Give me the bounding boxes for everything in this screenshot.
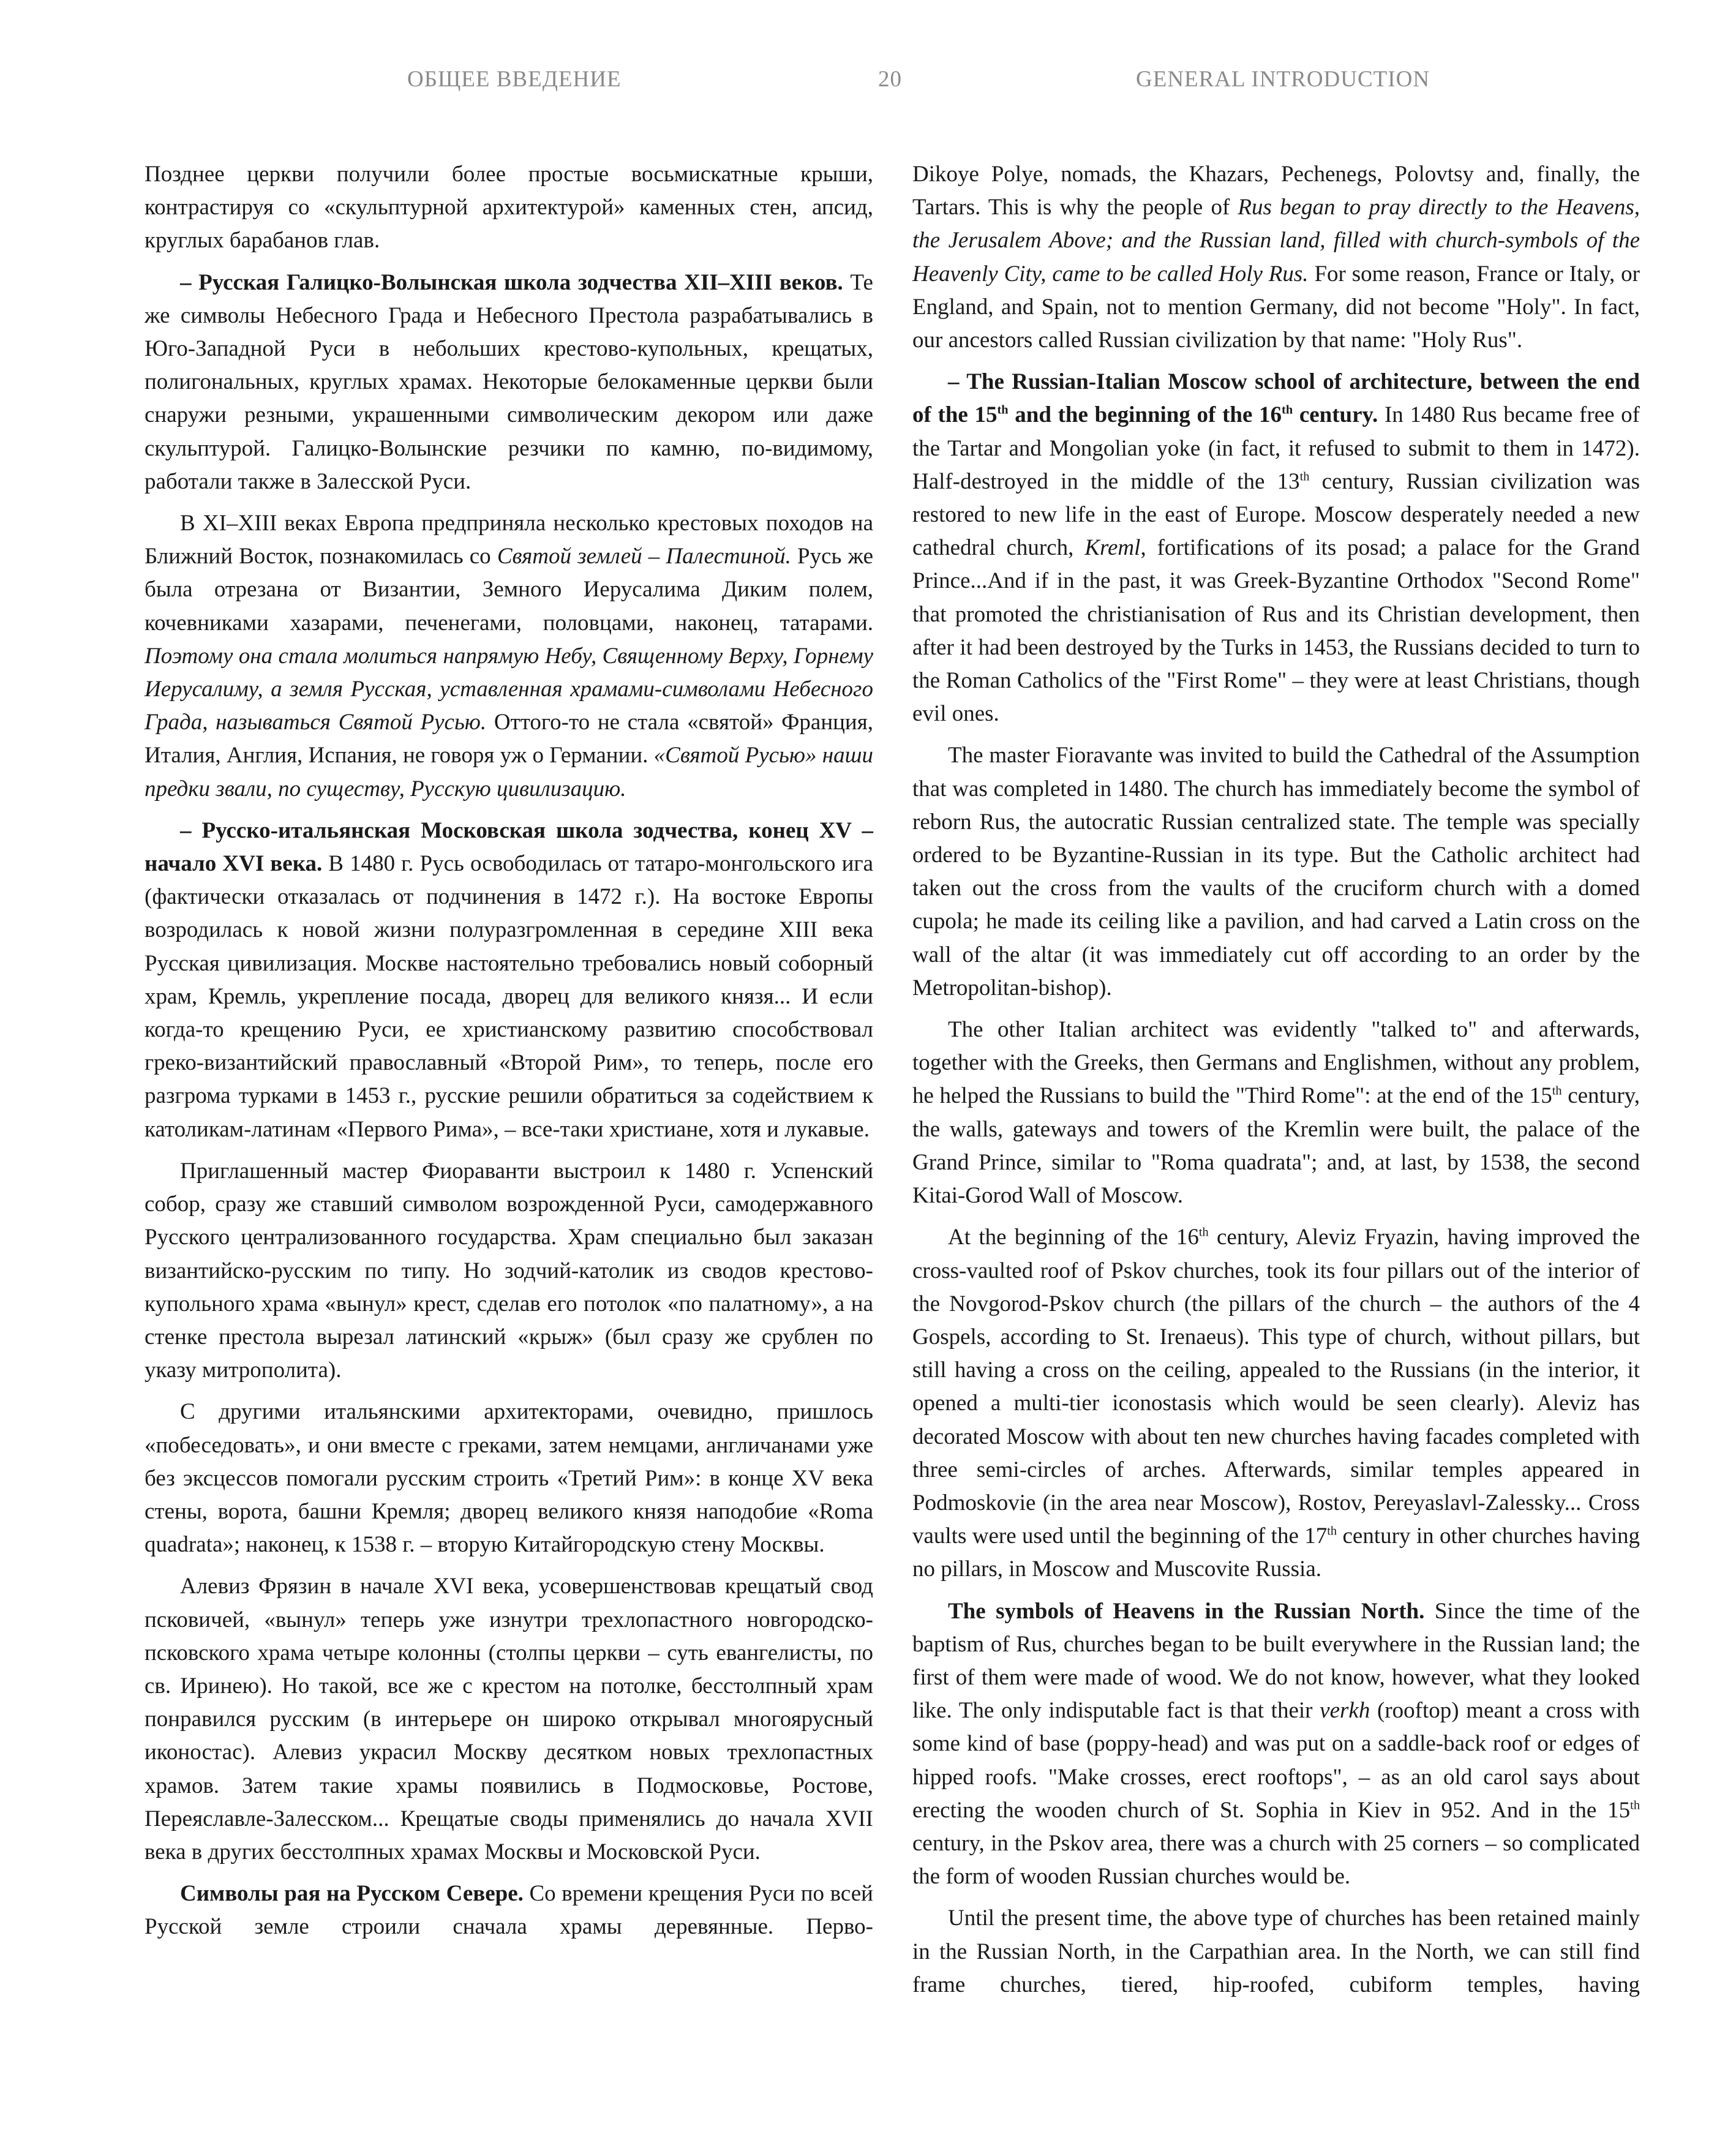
english-text-column [912, 158, 1640, 2010]
paragraph: The other Italian architect was evidently "talked to" and afterwards, together with the Greeks, then Germans and Englishmen, without any problem, he helped the Russians to build the "Third Rome": at the end of the 15th century, the walls, gateways and towers of the Kremlin were built, the palace of the Grand Prince, similar to "Roma quadrata"; and, at last, by 1538, the second Kitai-Gorod Wall of Moscow. [912, 1017, 1640, 1209]
russian-text-column [145, 158, 873, 1953]
paragraph: Приглашенный мастер Фиораванти выстроил к 1480 г. Успенский собор, сразу же ставший символом возрожденной Руси, самодержавного Русского централизованного государства. Храм специально был заказан византийско-русским по типу. Но зодчий-католик из сводов крестово-купольного храма «вынул» крест, сделав его потолок «по палатному», а на стенке престола вырезал латинский «крыж» (был сразу же срублен по указу митрополита). [145, 1158, 873, 1383]
paragraph: Алевиз Фрязин в начале XVI века, усовершенствовав крещатый свод псковичей, «вынул» теперь уже изнутри трехлопастного новгородско-псковского храма четыре колонны (столпы церкви – суть евангелисты, по св. Иринею). Но такой, все же с крестом на потолке, бесстолпный храм понравился русским (в интерьере он широко открывал многоярусный иконостас). Алевиз украсил Москву десятком новых трехлопастных храмов. Затем такие храмы появились в Подмосковье, Ростове, Переяславле-Залесском... Крещатые своды применялись до начала XVII века в других бесстолпных храмах Москвы и Московской Руси. [145, 1574, 873, 1864]
paragraph: – The Russian-Italian Moscow school of architecture, between the end of the 15th and the beginning of the 16th century. In 1480 Rus became free of the Tartar and Mongolian yoke (in fact, it refused to submit to them in 1472). Half-destroyed in the middle of the 13th century, Russian civilization was restored to new life in the east of Europe. Moscow desperately needed a new cathedral church, Kreml, fortifications of its posad; a palace for the Grand Prince...And if in the past, it was Greek-Byzantine Orthodox "Second Rome" that promoted the christianisation of Rus and its Christian development, then after it had been destroyed by the Turks in 1453, the Russians decided to turn to the Roman Catholics of the "First Rome" – they were at least Christians, though evil ones. [912, 369, 1640, 727]
paragraph: – Русская Галицко-Волынская школа зодчества XII–XIII веков. Те же символы Небесного Града и Небесного Престола разрабатывались в Юго-Западной Руси в небольших крестово-купольных, крещатых, полигональных, круглых храмах. Некоторые белокаменные церкви были снаружи резными, украшенными символическим декором или даже скульптурой. Галицко-Волынские резчики по камню, по-видимому, работали также в Залесской Руси. [145, 269, 873, 494]
paragraph: Dikoye Polye, nomads, the Khazars, Pechenegs, Polovtsy and, finally, the Tartars. This is why the people of Rus began to pray directly to the Heavens, the Jerusalem Above; and the Russian land, filled with church-symbols of the Heavenly City, came to be called Holy Rus. For some reason, France or Italy, or England, and Spain, not to mention Germany, did not become "Holy". In fact, our ancestors called Russian civilization by that name: "Holy Rus". [912, 162, 1640, 353]
running-head-english: GENERAL INTRODUCTION [1136, 67, 1430, 92]
section-heading: – Русско-итальянская Московская школа зодчества, конец XV – начало XVI века. [145, 817, 873, 877]
paragraph: С другими итальянскими архитекторами, очевидно, пришлось «побеседовать», и они вместе с греками, затем немцами, англичанами уже без эксцессов помогали русским строить «Третий Рим»: в конце XV века стены, ворота, башни Кремля; дворец великого князя наподобие «Roma quadrata»; наконец, к 1538 г. – вторую Китайгородскую стену Москвы. [145, 1399, 873, 1558]
paragraph: At the beginning of the 16th century, Aleviz Fryazin, having improved the cross-vaulted roof of Pskov churches, took its four pillars out of the interior of the Novgorod-Pskov church (the pillars of the church – the authors of the 4 Gospels, according to St. Irenaeus). This type of church, without pillars, but still having a cross on the ceiling, appealed to the Russians (in the interior, it opened a multi-tier iconostasis which would be seen clearly). Aleviz has decorated Moscow with about ten new churches having facades completed with three semi-circles of arches. Afterwards, similar temples appeared in Podmoskovie (in the area near Moscow), Rostov, Pereyaslavl-Zalessky... Cross vaults were used until the beginning of the 17th century in other churches having no pillars, in Moscow and Muscovite Russia. [912, 1225, 1640, 1582]
section-heading: – The Russian-Italian Moscow school of architecture, between the end of the 15th and the beginning of the 16th century. [912, 369, 1640, 428]
paragraph: Until the present time, the above type of churches has been retained mainly in the Russian North, in the Carpathian area. In the North, we can still find frame churches, tiered, hip-roofed, cubiform temples, having [912, 1906, 1640, 1997]
section-heading: The symbols of Heavens in the Russian North. [948, 1598, 1425, 1624]
paragraph: Позднее церкви получили более простые восьмискатные крыши, контрастируя со «скульптурной архитектурой» каменных стен, апсид, круглых барабанов глав. [145, 162, 873, 253]
paragraph: – Русско-итальянская Московская школа зодчества, конец XV – начало XVI века. В 1480 г. Русь освободилась от татаро-монгольского ига (фактически отказалась от подчинения в 1472 г.). На востоке Европы возродилась к новой жизни полуразгромленная в середине XIII века Русская цивилизация. Москве настоятельно требовались новый соборный храм, Кремль, укрепление посада, дворец для великого князя... И если когда-то крещению Руси, ее христианскому развитию способствовал греко-византийский православный «Второй Рим», то теперь, после его разгрома турками в 1453 г., русские решили обратиться за содействием к католикам-латинам «Первого Рима», – все-таки христиане, хотя и лукавые. [145, 817, 873, 1142]
section-heading: – Русская Галицко-Волынская школа зодчества XII–XIII веков. [180, 269, 843, 295]
section-heading: Символы рая на Русском Севере. [180, 1881, 524, 1907]
paragraph: The symbols of Heavens in the Russian North. Since the time of the baptism of Rus, churches began to be built everywhere in the Russian land; the first of them were made of wood. We do not know, however, what they looked like. The only indisputable fact is that their verkh (rooftop) meant a cross with some kind of base (poppy-head) and was put on a saddle-back roof or edges of hipped roofs. "Make crosses, erect rooftops", – as an old carol says about erecting the wooden church of St. Sophia in Kiev in 952. And in the 15th century, in the Pskov area, there was a church with 25 corners – so complicated the form of wooden Russian churches would be. [912, 1598, 1640, 1890]
running-head-russian: ОБЩЕЕ ВВЕДЕНИЕ [407, 67, 622, 92]
paragraph: Символы рая на Русском Севере. Со времени крещения Руси по всей Русской земле строили сначала храмы деревянные. Перво- [145, 1881, 873, 1940]
page-number: 20 [878, 67, 902, 92]
paragraph: В XI–XIII веках Европа предприняла несколько крестовых походов на Ближний Восток, познакомилась со Святой землей – Палестиной. Русь же была отрезана от Византии, Земного Иерусалима Диким полем, кочевниками хазарами, печенегами, половцами, наконец, татарами. Поэтому она стала молиться напрямую Небу, Священному Верху, Горнему Иерусалиму, а земля Русская, уставленная храмами-символами Небесного Града, называться Святой Русью. Оттого-то не стала «святой» Франция, Италия, Англия, Испания, не говоря уж о Германии. «Святой Русью» наши предки звали, по существу, Русскую цивилизацию. [145, 511, 874, 802]
paragraph: The master Fioravante was invited to build the Cathedral of the Assumption that was completed in 1480. The church has immediately become the symbol of reborn Rus, the autocratic Russian centralized state. The temple was specially ordered to be Byzantine-Russian in its type. But the Catholic architect had taken out the cross from the vaults of the cruciform church with a domed cupola; he made its ceiling like a pavilion, and had carved a Latin cross on the wall of the altar (it was immediately cut off according to an order by the Metropolitan-bishop). [912, 743, 1640, 1001]
